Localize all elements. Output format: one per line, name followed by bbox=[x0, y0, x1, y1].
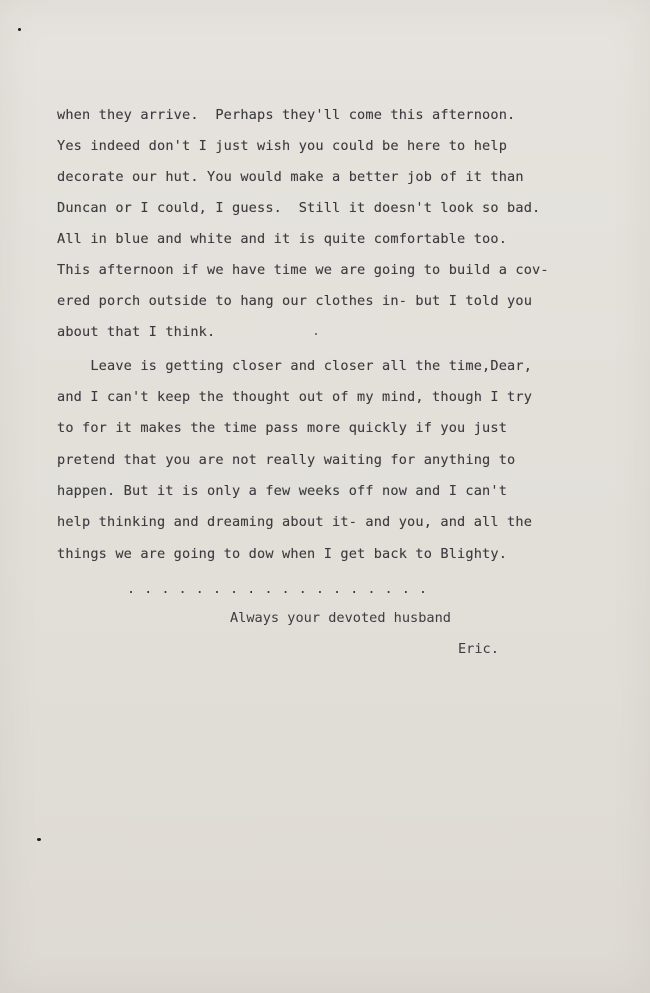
letter-line: to for it makes the time pass more quickly if you just bbox=[57, 420, 508, 436]
letter-line: and I can't keep the thought out of my mind, though I try bbox=[57, 389, 533, 405]
letter-line: when they arrive. Perhaps they'll come this afternoon. bbox=[57, 107, 516, 123]
letter-line: decorate our hut. You would make a better job of it than bbox=[57, 169, 524, 185]
paper-speck bbox=[18, 28, 21, 31]
letter-line: ered porch outside to hang our clothes in- but I told you bbox=[57, 293, 533, 309]
letter-line: This afternoon if we have time we are going to build a cov- bbox=[57, 262, 549, 278]
letter-line: Duncan or I could, I guess. Still it doesn't look so bad. bbox=[57, 200, 541, 216]
letter-line: things we are going to dow when I get back to Blighty. bbox=[57, 546, 508, 562]
letter-line: happen. But it is only a few weeks off now and I can't bbox=[57, 483, 508, 499]
signature: Eric. bbox=[458, 641, 499, 657]
letter-line: about that I think. bbox=[57, 324, 216, 340]
dotted-separator: . . . . . . . . . . . . . . . . . . bbox=[127, 581, 428, 597]
letter-line: pretend that you are not really waiting for anything to bbox=[57, 452, 516, 468]
paper-speck bbox=[315, 333, 317, 335]
closing-salutation: Always your devoted husband bbox=[230, 610, 451, 626]
letter-line: help thinking and dreaming about it- and you, and all the bbox=[57, 514, 533, 530]
letter-line: Yes indeed don't I just wish you could be here to help bbox=[57, 138, 508, 154]
letter-line: All in blue and white and it is quite comfortable too. bbox=[57, 231, 508, 247]
paper-speck bbox=[37, 838, 41, 841]
letter-line: Leave is getting closer and closer all the time,Dear, bbox=[57, 358, 533, 374]
